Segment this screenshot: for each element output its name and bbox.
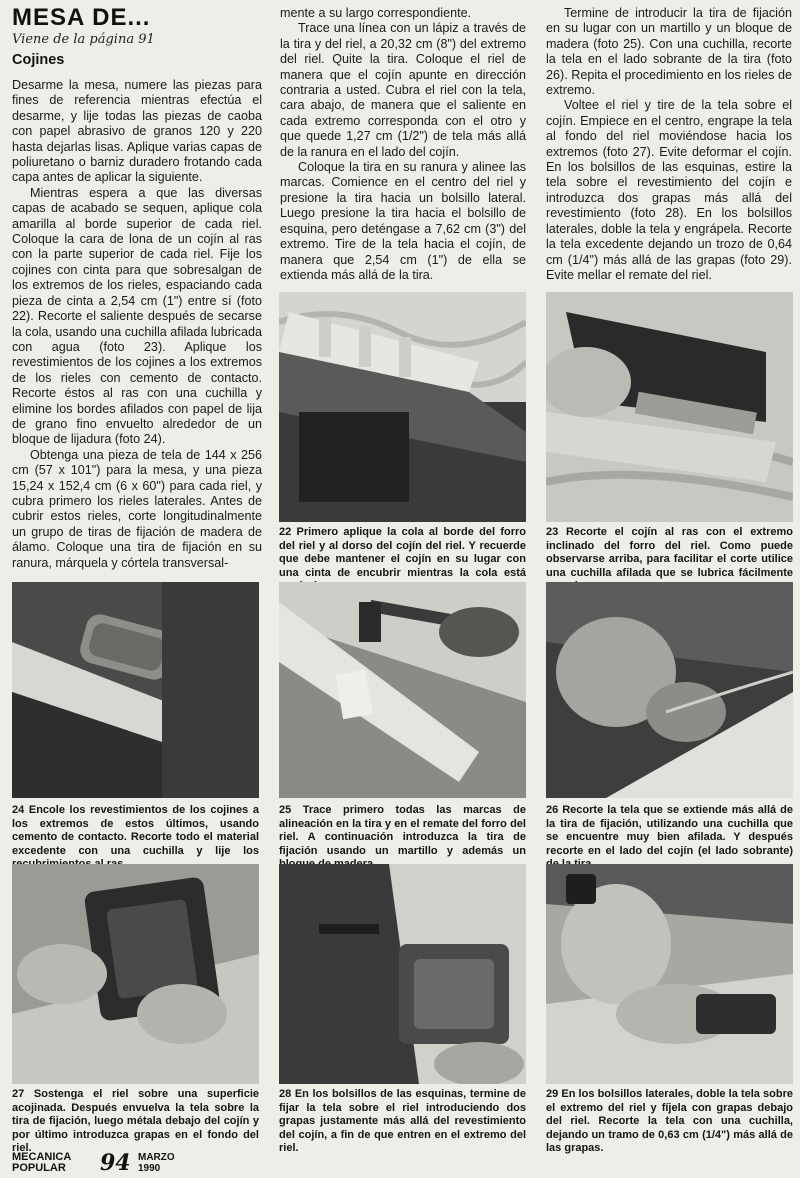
paragraph: Desarme la mesa, numere las piezas para fines de referencia mientras efectúa el desarme, y lije todas las piezas de caoba con papel abrasivo de granos 120 y 220 hasta dejarlas lisas. Aplique varias capas de poliuretano o barniz duradero frotando cada capa antes de aplicar la siguiente.: [12, 78, 262, 185]
paragraph: Obtenga una pieza de tela de 144 x 256 cm (57 x 101") para la mesa, y una pieza 15,24 x 152,4 cm (6 x 60") para cada riel, y cubra primero los rieles laterales. Antes de cubrir estos rieles, corte longitudinalmente un grupo de tiras de fijación de madera de álamo. Coloque una tira de fijación en su ranura, márquela y córtela transversal-: [12, 447, 262, 570]
text-column-2: [280, 6, 526, 283]
photo-29: [546, 864, 793, 1084]
caption-24: 24 Encole los revestimientos de los cojines a los extremos de estos últimos, usando cemento de contacto. Recorte todo el material excedente con una cuchilla y lije los: [12, 804, 259, 857]
issue-year: 1990: [138, 1163, 161, 1174]
paragraph: mente a su largo correspondiente.: [280, 6, 472, 20]
photo-28: [279, 864, 526, 1084]
continued-from-note: Viene de la página 91: [12, 32, 155, 47]
caption-23: 23 Recorte el cojín al ras con el extremo inclinado del forro del riel. Como puede observarse arriba, para facilitar el corte utilice una cuchilla afilada que se lubrica fácilmente: [546, 526, 793, 579]
brand-line-2: POPULAR: [12, 1162, 66, 1174]
article-headline: MESA DE...: [12, 4, 151, 31]
caption-26: 26 Recorte la tela que se extiende más allá de la tira de fijación, utilizando una cuchilla que se encuentre muy bien afilada. Y después recorte en el lado del cojín (el lado sobrante): [546, 804, 793, 857]
photo-24: [12, 582, 259, 798]
paragraph: Trace una línea con un lápiz a través de la tira y del riel, a 20,32 cm (8") del extremo del riel. Quite la tira. Coloque el riel de manera que el cojín apunte en dirección contraria a usted. Cubra el riel con la tela, cara abajo, de manera que el saliente en cada extremo corresponda con el otro y que quede 1,27 cm (1/2") de tela más allá de la ranura en el lado del cojín.: [280, 21, 526, 159]
caption-28: 28 En los bolsillos de las esquinas, termine de fijar la tela sobre el riel introduciendo dos grapas justamente más allá del revestimiento del cojín, a fin de que entren en el extremo del riel.: [279, 1088, 526, 1154]
photo-26: [546, 582, 793, 798]
caption-22: 22 Primero aplique la cola al borde del forro del riel y al dorso del cojín del riel. Y recuerde que debe mantener el cojín en su lugar con una cinta de encubrir mientras la cola está: [279, 526, 526, 579]
caption-25: 25 Trace primero todas las marcas de alineación en la tira y en el remate del forro del riel. A continuación introduzca la tira de fijación usando un martillo y además un: [279, 804, 526, 857]
magazine-brand: [12, 1152, 71, 1174]
caption-29: 29 En los bolsillos laterales, doble la tela sobre el extremo del riel y fíjela con grapas debajo del riel. Recorte la tela con una cuchilla, dejando un tramo de 0,63 cm (1/4") más allá de las grapas.: [546, 1088, 793, 1154]
photo-25: [279, 582, 526, 798]
paragraph: Voltee el riel y tire de la tela sobre el cojín. Empiece en el centro, engrape la tela al fondo del riel moviéndose hacia los extremos (foto 27). Evite deformar el cojín. En los bolsillos de las esquinas, estire la tela sobre el revestimiento del cojín e introduzca dos grapas más allá del revestimiento (foto 28). En los bolsillos laterales, doble la tela y engrápela. Recorte la tela excedente dejando un trozo de 0,64 cm (1/4") más allá de las grapas (foto 29). Evite mellar el remate del riel.: [546, 98, 792, 282]
brand-line-1: MECANICA: [12, 1151, 72, 1163]
caption-27: 27 Sostenga el riel sobre una superficie acojinada. Después envuelva la tela sobre la tira de fijación, luego métala debajo del cojín y por último introduzca grapas en el fondo del riel.: [12, 1088, 259, 1154]
text-column-1: [12, 78, 262, 571]
issue-date: [138, 1152, 175, 1174]
photo-22: [279, 292, 526, 522]
section-heading: Cojines: [12, 52, 65, 68]
issue-month: MARZO: [138, 1152, 175, 1163]
photo-27: [12, 864, 259, 1084]
paragraph: Termine de introducir la tira de fijación en su lugar con un martillo y un bloque de madera (foto 25). Con una cuchilla, recorte la tela en el lado sobrante de la tira (foto 26). Repita el procedimiento en los rieles de extremo.: [546, 6, 792, 98]
text-column-3: [546, 6, 792, 283]
paragraph: Mientras espera a que las diversas capas de acabado se sequen, aplique cola amarilla al borde superior de cada riel. Coloque la cara de lona de un cojín al ras con la parte superior de cada riel. Fije los cojines con cinta para que sobresalgan de los extremos de los rieles, espaciando cada pieza de cinta a 2,54 cm (1") entre sí (foto 22). Recorte el saliente después de secarse la cola, usando una cuchilla afilada lubricada con agua (foto 23). Aplique los revestimientos de los cojines a los extremos de los rieles con cemento de contacto. Recorte éstos al ras con una cuchilla y elimine los bordes afilados con papel de lija de grano fino envuelto alrededor de un bloque de lijadura (foto 24).: [12, 185, 262, 447]
paragraph: Coloque la tira en su ranura y alinee las marcas. Comience en el centro del riel y presione la tira hacia un bolsillo lateral. Luego presione la tira hacia el bolsillo de esquina, pero deténgase a 7,62 cm (3") del extremo. Tire de la tela hacia el cojín, de manera que 2,54 cm (1") de ella se extienda más allá de la tira.: [280, 160, 526, 282]
photo-23: [546, 292, 793, 522]
page-number: 94: [100, 1150, 131, 1176]
